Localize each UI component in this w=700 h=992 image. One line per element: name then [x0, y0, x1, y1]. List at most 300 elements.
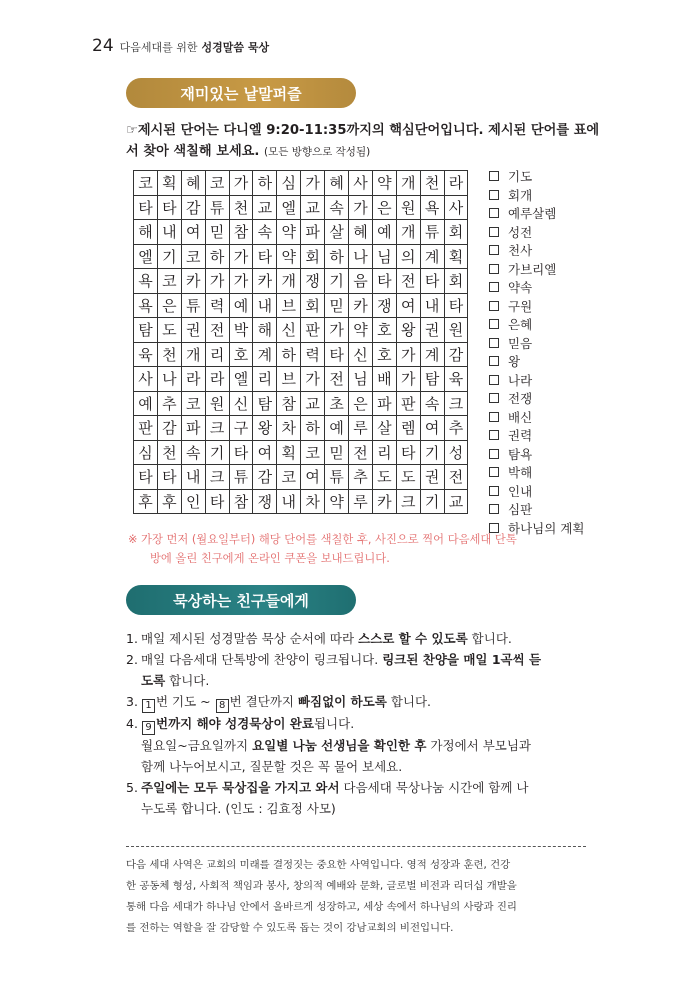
word-item — [489, 186, 584, 205]
grid-row — [134, 244, 468, 269]
grid-cell[interactable]: 타 — [444, 293, 468, 318]
grid-cell[interactable]: 전 — [396, 269, 420, 294]
grid-cell[interactable]: 타 — [134, 465, 158, 490]
grid-cell[interactable]: 참 — [229, 489, 253, 514]
grid-cell[interactable]: 가 — [301, 171, 325, 196]
grid-cell[interactable]: 전 — [444, 465, 468, 490]
book-title-prefix: 다음세대를 위한 — [119, 41, 198, 54]
instruction-step-4-line-3: 함께 나누어보시고, 질문할 것은 꼭 물어 보세요. — [141, 759, 403, 774]
grid-cell[interactable]: 욕 — [420, 195, 444, 220]
grid-cell[interactable]: 라 — [205, 367, 229, 392]
grid-cell[interactable]: 타 — [205, 489, 229, 514]
grid-cell[interactable]: 나 — [157, 367, 181, 392]
grid-cell[interactable]: 약 — [277, 220, 301, 245]
grid-cell[interactable]: 심 — [134, 440, 158, 465]
grid-cell[interactable]: 사 — [134, 367, 158, 392]
checkbox-icon[interactable] — [489, 467, 499, 477]
grid-cell[interactable]: 도 — [372, 465, 396, 490]
word-search-grid — [133, 170, 468, 514]
grid-cell[interactable]: 혜 — [349, 220, 373, 245]
word-item — [489, 297, 584, 316]
grid-cell[interactable]: 파 — [181, 416, 205, 441]
grid-cell[interactable]: 후 — [134, 489, 158, 514]
grid-cell[interactable]: 원 — [396, 195, 420, 220]
grid-cell[interactable]: 회 — [301, 244, 325, 269]
boxed-number: 8 — [216, 699, 229, 713]
book-title: 성경말씀 묵상 — [201, 41, 270, 54]
grid-cell[interactable]: 계 — [420, 342, 444, 367]
grid-cell[interactable]: 전 — [205, 318, 229, 343]
grid-cell[interactable]: 해 — [134, 220, 158, 245]
step-emphasis: 요일별 나눔 선생님을 확인한 후 — [252, 738, 427, 753]
grid-cell[interactable]: 가 — [396, 342, 420, 367]
step-text: 합니다. — [165, 673, 210, 688]
grid-row — [134, 416, 468, 441]
grid-cell[interactable]: 호 — [372, 318, 396, 343]
grid-cell[interactable]: 가 — [325, 318, 349, 343]
grid-cell[interactable]: 음 — [349, 269, 373, 294]
grid-cell[interactable]: 획 — [157, 171, 181, 196]
puzzle-section-title: 재미있는 낱말퍼즐 — [126, 78, 356, 108]
grid-cell[interactable]: 욕 — [134, 269, 158, 294]
grid-cell[interactable]: 천 — [229, 195, 253, 220]
grid-cell[interactable]: 구 — [229, 416, 253, 441]
grid-cell[interactable]: 튜 — [420, 220, 444, 245]
grid-cell[interactable]: 타 — [157, 465, 181, 490]
grid-row — [134, 367, 468, 392]
word-item — [489, 500, 584, 519]
grid-cell[interactable]: 코 — [277, 465, 301, 490]
grid-cell[interactable]: 살 — [325, 220, 349, 245]
word-item — [489, 167, 584, 186]
grid-cell[interactable]: 믿 — [205, 220, 229, 245]
grid-cell[interactable]: 엘 — [229, 367, 253, 392]
grid-cell[interactable]: 내 — [253, 293, 277, 318]
grid-cell[interactable]: 혜 — [325, 171, 349, 196]
step-text: 월요일~금요일까지 — [141, 738, 253, 753]
word-label: 기도 — [508, 169, 533, 185]
checkbox-icon[interactable] — [489, 208, 499, 218]
grid-cell[interactable]: 엘 — [277, 195, 301, 220]
grid-cell[interactable]: 내 — [277, 489, 301, 514]
grid-cell[interactable]: 신 — [349, 342, 373, 367]
grid-cell[interactable]: 육 — [134, 342, 158, 367]
puzzle-intro-text: ☞제시된 단어는 다니엘 9:20-11:35까지의 핵심단어입니다. 제시된 단어를 표에서 찾아 색칠해 보세요. — [126, 123, 600, 159]
grid-cell[interactable]: 여 — [396, 293, 420, 318]
grid-cell[interactable]: 가 — [205, 269, 229, 294]
grid-cell[interactable]: 은 — [349, 391, 373, 416]
grid-cell[interactable]: 하 — [253, 171, 277, 196]
word-label: 권력 — [508, 428, 533, 444]
word-label: 회개 — [508, 187, 533, 203]
grid-cell[interactable]: 개 — [396, 220, 420, 245]
grid-cell[interactable]: 내 — [181, 465, 205, 490]
grid-cell[interactable]: 사 — [349, 171, 373, 196]
grid-cell[interactable]: 약 — [349, 318, 373, 343]
grid-cell[interactable]: 코 — [157, 269, 181, 294]
boxed-number: 9 — [142, 721, 155, 735]
checkbox-icon[interactable] — [489, 449, 499, 459]
grid-cell[interactable]: 차 — [277, 416, 301, 441]
grid-row — [134, 465, 468, 490]
checkbox-icon[interactable] — [489, 301, 499, 311]
grid-cell[interactable]: 왕 — [253, 416, 277, 441]
word-item — [489, 260, 584, 279]
checkbox-icon[interactable] — [489, 319, 499, 329]
grid-cell[interactable]: 약 — [372, 171, 396, 196]
grid-cell[interactable]: 속 — [325, 195, 349, 220]
grid-cell[interactable]: 튜 — [325, 465, 349, 490]
grid-row — [134, 171, 468, 196]
grid-cell[interactable]: 코 — [181, 391, 205, 416]
word-label: 박해 — [508, 465, 533, 481]
grid-cell[interactable]: 력 — [205, 293, 229, 318]
grid-cell[interactable]: 판 — [396, 391, 420, 416]
grid-cell[interactable]: 약 — [325, 489, 349, 514]
grid-cell[interactable]: 추 — [157, 391, 181, 416]
word-item — [489, 223, 584, 242]
grid-cell[interactable]: 하 — [301, 416, 325, 441]
grid-cell[interactable]: 크 — [205, 416, 229, 441]
grid-cell[interactable]: 가 — [229, 244, 253, 269]
grid-cell[interactable]: 계 — [253, 342, 277, 367]
grid-cell[interactable]: 속 — [181, 440, 205, 465]
grid-cell[interactable]: 약 — [277, 244, 301, 269]
grid-cell[interactable]: 추 — [444, 416, 468, 441]
word-label: 전쟁 — [508, 391, 533, 407]
grid-cell[interactable]: 렘 — [396, 416, 420, 441]
grid-cell[interactable]: 엘 — [134, 244, 158, 269]
grid-cell[interactable]: 기 — [420, 489, 444, 514]
footer-divider — [126, 846, 586, 847]
step-number: 2. — [126, 652, 138, 667]
grid-cell[interactable]: 원 — [205, 391, 229, 416]
grid-cell[interactable]: 신 — [277, 318, 301, 343]
grid-cell[interactable]: 개 — [181, 342, 205, 367]
grid-cell[interactable]: 내 — [420, 293, 444, 318]
grid-cell[interactable]: 개 — [277, 269, 301, 294]
grid-cell[interactable]: 권 — [181, 318, 205, 343]
grid-cell[interactable]: 튜 — [181, 293, 205, 318]
step-text: 매일 다음세대 단톡방에 찬양이 링크됩니다. — [141, 652, 383, 667]
grid-cell[interactable]: 천 — [157, 342, 181, 367]
grid-cell[interactable]: 튜 — [229, 465, 253, 490]
grid-cell[interactable]: 회 — [444, 220, 468, 245]
checkbox-icon[interactable] — [489, 430, 499, 440]
grid-cell[interactable]: 육 — [444, 367, 468, 392]
grid-cell[interactable]: 감 — [157, 416, 181, 441]
grid-row — [134, 220, 468, 245]
vision-line-2: 한 공동체 형성, 사회적 책임과 봉사, 창의적 예배와 문화, 글로벌 비전과 리더십 개발을 — [126, 880, 517, 892]
grid-cell[interactable]: 카 — [372, 489, 396, 514]
grid-cell[interactable]: 가 — [229, 171, 253, 196]
grid-cell[interactable]: 타 — [325, 342, 349, 367]
grid-cell[interactable]: 해 — [253, 318, 277, 343]
grid-cell[interactable]: 참 — [277, 391, 301, 416]
step-number: 1. — [126, 631, 138, 646]
grid-cell[interactable]: 참 — [229, 220, 253, 245]
grid-cell[interactable]: 가 — [301, 367, 325, 392]
grid-cell[interactable]: 타 — [420, 269, 444, 294]
grid-cell[interactable]: 예 — [372, 220, 396, 245]
word-label: 예루살렘 — [508, 206, 557, 222]
grid-cell[interactable]: 타 — [157, 195, 181, 220]
grid-cell[interactable]: 브 — [277, 293, 301, 318]
grid-cell[interactable]: 타 — [229, 440, 253, 465]
grid-cell[interactable]: 회 — [444, 269, 468, 294]
puzzle-intro-note: (모든 방향으로 작성됨) — [264, 146, 371, 158]
word-label: 믿음 — [508, 335, 533, 351]
checkbox-icon[interactable] — [489, 227, 499, 237]
grid-cell[interactable]: 리 — [253, 367, 277, 392]
grid-cell[interactable]: 속 — [253, 220, 277, 245]
instruction-list — [126, 628, 596, 819]
grid-cell[interactable]: 타 — [372, 269, 396, 294]
grid-cell[interactable]: 님 — [349, 367, 373, 392]
grid-row — [134, 293, 468, 318]
grid-cell[interactable]: 감 — [253, 465, 277, 490]
grid-cell[interactable]: 기 — [157, 244, 181, 269]
checkbox-icon[interactable] — [489, 356, 499, 366]
step-emphasis: 빠짐없이 하도록 — [297, 694, 387, 709]
grid-cell[interactable]: 크 — [205, 465, 229, 490]
grid-cell[interactable]: 전 — [325, 367, 349, 392]
grid-cell[interactable]: 회 — [301, 293, 325, 318]
grid-cell[interactable]: 후 — [157, 489, 181, 514]
grid-cell[interactable]: 타 — [396, 440, 420, 465]
checkbox-icon[interactable] — [489, 245, 499, 255]
grid-cell[interactable]: 은 — [157, 293, 181, 318]
grid-cell[interactable]: 크 — [444, 391, 468, 416]
step-number: 5. — [126, 780, 138, 795]
grid-cell[interactable]: 루 — [349, 489, 373, 514]
grid-cell[interactable]: 의 — [396, 244, 420, 269]
word-label: 은혜 — [508, 317, 533, 333]
grid-cell[interactable]: 리 — [372, 440, 396, 465]
grid-cell[interactable]: 기 — [205, 440, 229, 465]
page-header — [92, 36, 269, 58]
word-item — [489, 315, 584, 334]
word-label: 천사 — [508, 243, 533, 259]
word-item — [489, 426, 584, 445]
grid-cell[interactable]: 하 — [205, 244, 229, 269]
grid-cell[interactable]: 권 — [420, 318, 444, 343]
checkbox-icon[interactable] — [489, 412, 499, 422]
word-label: 배신 — [508, 409, 533, 425]
grid-cell[interactable]: 카 — [253, 269, 277, 294]
word-item — [489, 241, 584, 260]
step-text: 매일 제시된 성경말씀 묵상 순서에 따라 — [141, 631, 359, 646]
grid-cell[interactable]: 예 — [134, 391, 158, 416]
grid-cell[interactable]: 도 — [157, 318, 181, 343]
word-label: 탐욕 — [508, 446, 533, 462]
grid-cell[interactable]: 여 — [253, 440, 277, 465]
grid-cell[interactable]: 판 — [301, 318, 325, 343]
checkbox-icon[interactable] — [489, 504, 499, 514]
grid-cell[interactable]: 획 — [277, 440, 301, 465]
grid-cell[interactable]: 가 — [229, 269, 253, 294]
step-text: 다음세대 묵상나눔 시간에 함께 나 — [339, 780, 529, 795]
checkbox-icon[interactable] — [489, 190, 499, 200]
grid-cell[interactable]: 예 — [229, 293, 253, 318]
grid-row — [134, 318, 468, 343]
grid-row — [134, 440, 468, 465]
grid-cell[interactable]: 교 — [301, 195, 325, 220]
grid-cell[interactable]: 신 — [229, 391, 253, 416]
word-item — [489, 334, 584, 353]
grid-cell[interactable]: 님 — [372, 244, 396, 269]
grid-cell[interactable]: 호 — [372, 342, 396, 367]
grid-cell[interactable]: 성 — [444, 440, 468, 465]
grid-cell[interactable]: 파 — [301, 220, 325, 245]
checkbox-icon[interactable] — [489, 486, 499, 496]
grid-cell[interactable]: 예 — [325, 416, 349, 441]
grid-cell[interactable]: 튜 — [205, 195, 229, 220]
grid-cell[interactable]: 리 — [205, 342, 229, 367]
checkbox-icon[interactable] — [489, 338, 499, 348]
step-number: 4. — [126, 716, 138, 731]
grid-cell[interactable]: 가 — [349, 195, 373, 220]
grid-cell[interactable]: 여 — [420, 416, 444, 441]
grid-cell[interactable]: 하 — [325, 244, 349, 269]
grid-cell[interactable]: 판 — [134, 416, 158, 441]
grid-cell[interactable]: 호 — [229, 342, 253, 367]
grid-cell[interactable]: 추 — [349, 465, 373, 490]
checkbox-icon[interactable] — [489, 171, 499, 181]
grid-cell[interactable]: 타 — [253, 244, 277, 269]
checkbox-icon[interactable] — [489, 282, 499, 292]
step-text: 됩니다. — [313, 716, 355, 731]
grid-cell[interactable]: 인 — [181, 489, 205, 514]
grid-cell[interactable]: 가 — [396, 367, 420, 392]
instruction-step-1 — [126, 628, 596, 649]
word-label: 성전 — [508, 224, 533, 240]
checkbox-icon[interactable] — [489, 375, 499, 385]
step-emphasis: 스스로 할 수 있도록 — [358, 631, 468, 646]
grid-cell[interactable]: 기 — [325, 269, 349, 294]
grid-cell[interactable]: 크 — [396, 489, 420, 514]
grid-cell[interactable]: 원 — [444, 318, 468, 343]
word-label: 가브리엘 — [508, 261, 557, 277]
grid-cell[interactable]: 카 — [181, 269, 205, 294]
notice-line-1: ※ 가장 먼저 (월요일부터) 해당 단어를 색칠한 후, 사진으로 찍어 다음세대 단톡 — [128, 533, 517, 546]
grid-cell[interactable]: 감 — [181, 195, 205, 220]
grid-cell[interactable]: 천 — [420, 171, 444, 196]
grid-cell[interactable]: 라 — [181, 367, 205, 392]
grid-cell[interactable]: 차 — [301, 489, 325, 514]
grid-cell[interactable]: 기 — [420, 440, 444, 465]
checkbox-icon[interactable] — [489, 393, 499, 403]
grid-cell[interactable]: 코 — [134, 171, 158, 196]
grid-cell[interactable]: 코 — [181, 244, 205, 269]
grid-cell[interactable]: 여 — [301, 465, 325, 490]
grid-cell[interactable]: 살 — [372, 416, 396, 441]
grid-cell[interactable]: 천 — [157, 440, 181, 465]
grid-cell[interactable]: 믿 — [325, 293, 349, 318]
grid-cell[interactable]: 은 — [372, 195, 396, 220]
grid-cell[interactable]: 탐 — [134, 318, 158, 343]
word-label: 구원 — [508, 298, 533, 314]
grid-cell[interactable]: 교 — [301, 391, 325, 416]
grid-cell[interactable]: 교 — [253, 195, 277, 220]
grid-cell[interactable]: 개 — [396, 171, 420, 196]
word-label: 하나님의 계획 — [508, 520, 585, 536]
step-emphasis: 주일에는 모두 묵상집을 가지고 와서 — [141, 780, 340, 795]
instruction-step-4-line-2 — [126, 735, 596, 756]
grid-cell[interactable]: 혜 — [181, 171, 205, 196]
step-text: 번 결단까지 — [229, 694, 298, 709]
grid-cell[interactable]: 루 — [349, 416, 373, 441]
grid-cell[interactable]: 코 — [205, 171, 229, 196]
word-item — [489, 408, 584, 427]
grid-cell[interactable]: 믿 — [325, 440, 349, 465]
instruction-step-4 — [126, 713, 596, 735]
grid-cell[interactable]: 박 — [229, 318, 253, 343]
vision-statement — [126, 855, 596, 939]
grid-cell[interactable]: 계 — [420, 244, 444, 269]
grid-cell[interactable]: 전 — [349, 440, 373, 465]
grid-cell[interactable]: 심 — [277, 171, 301, 196]
grid-cell[interactable]: 왕 — [396, 318, 420, 343]
grid-cell[interactable]: 라 — [444, 171, 468, 196]
checkbox-icon[interactable] — [489, 264, 499, 274]
vision-line-4: 를 전하는 역할을 잘 감당할 수 있도록 돕는 것이 강남교회의 비전입니다. — [126, 922, 454, 934]
word-item — [489, 463, 584, 482]
word-label: 나라 — [508, 372, 533, 388]
grid-cell[interactable]: 초 — [325, 391, 349, 416]
grid-cell[interactable]: 교 — [444, 489, 468, 514]
grid-cell[interactable]: 도 — [396, 465, 420, 490]
grid-row — [134, 391, 468, 416]
grid-cell[interactable]: 파 — [372, 391, 396, 416]
grid-cell[interactable]: 카 — [349, 293, 373, 318]
grid-cell[interactable]: 여 — [181, 220, 205, 245]
word-label: 인내 — [508, 483, 533, 499]
grid-cell[interactable]: 욕 — [134, 293, 158, 318]
grid-cell[interactable]: 내 — [157, 220, 181, 245]
friends-section-title: 묵상하는 친구들에게 — [126, 585, 356, 615]
grid-cell[interactable]: 탐 — [420, 367, 444, 392]
grid-cell[interactable]: 획 — [444, 244, 468, 269]
grid-cell[interactable]: 력 — [301, 342, 325, 367]
grid-cell[interactable]: 배 — [372, 367, 396, 392]
grid-cell[interactable]: 감 — [444, 342, 468, 367]
word-label: 심판 — [508, 502, 533, 518]
grid-cell[interactable]: 쟁 — [301, 269, 325, 294]
word-item — [489, 482, 584, 501]
step-number: 3. — [126, 694, 138, 709]
grid-cell[interactable]: 쟁 — [372, 293, 396, 318]
grid-cell[interactable]: 권 — [420, 465, 444, 490]
word-item — [489, 278, 584, 297]
grid-cell[interactable]: 브 — [277, 367, 301, 392]
grid-cell[interactable]: 나 — [349, 244, 373, 269]
grid-row — [134, 342, 468, 367]
vision-line-3: 통해 다음 세대가 하나님 안에서 올바르게 성장하고, 세상 속에서 하나님의 사랑과 진리 — [126, 901, 517, 913]
word-label: 왕 — [508, 354, 521, 370]
grid-cell[interactable]: 탐 — [253, 391, 277, 416]
grid-cell[interactable]: 사 — [444, 195, 468, 220]
grid-cell[interactable]: 속 — [420, 391, 444, 416]
grid-cell[interactable]: 쟁 — [253, 489, 277, 514]
page-number: 24 — [92, 36, 114, 56]
word-item — [489, 371, 584, 390]
grid-cell[interactable]: 코 — [301, 440, 325, 465]
grid-cell[interactable]: 타 — [134, 195, 158, 220]
grid-cell[interactable]: 하 — [277, 342, 301, 367]
puzzle-intro — [126, 120, 606, 163]
boxed-number: 1 — [142, 699, 155, 713]
